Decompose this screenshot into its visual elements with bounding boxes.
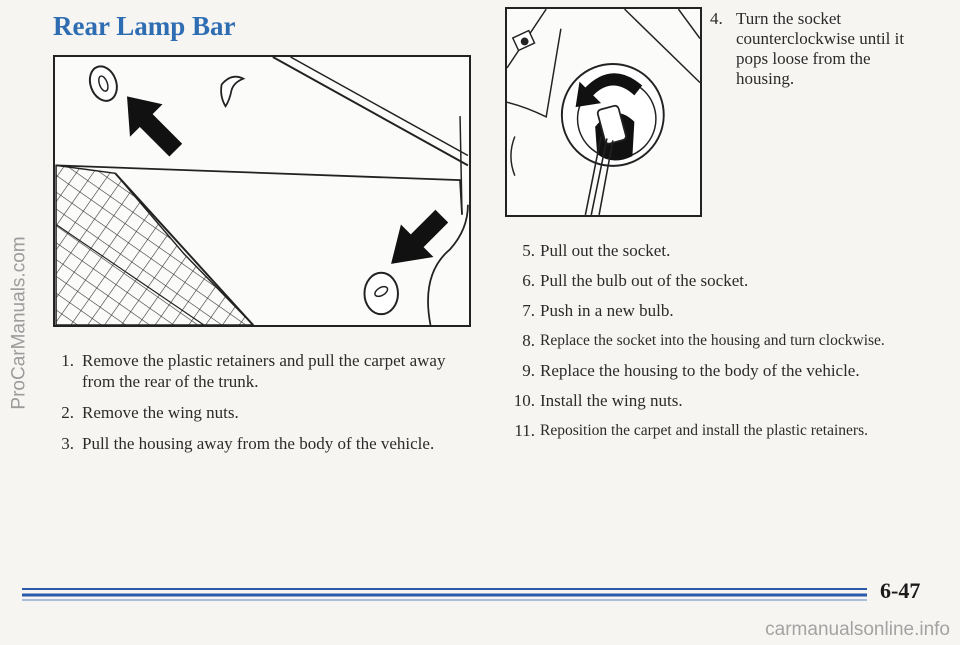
trunk-carpet-drawing: [55, 57, 469, 325]
step-number: 8.: [522, 331, 535, 350]
trunk-carpet-illustration: [53, 55, 471, 327]
side-watermark-text: ProCarManuals.com: [9, 235, 31, 410]
step-number: 6.: [522, 271, 535, 290]
bottom-watermark: carmanualsonline.info: [765, 619, 950, 640]
step-text: Pull out the socket.: [540, 241, 671, 260]
retainer-clip: [221, 77, 243, 107]
step-text: Replace the socket into the housing and turn clockwise.: [540, 332, 885, 349]
step-number: 4.: [710, 9, 723, 28]
step-text: Reposition the carpet and install the plastic retainers.: [540, 422, 868, 439]
arrow-to-retainer-right: [391, 210, 448, 264]
socket-drawing: [507, 9, 700, 215]
step-item: [497, 330, 907, 351]
step-number: 9.: [522, 361, 535, 380]
step-item: [52, 350, 472, 392]
carpet-edge-inner: [291, 57, 468, 156]
step-item: [497, 360, 907, 381]
step-text: Turn the socket counterclockwise until it pops loose from the housing.: [736, 9, 905, 88]
step-item: [497, 390, 907, 411]
step-text: Pull the housing away from the body of the vehicle.: [82, 434, 435, 453]
step-text: Install the wing nuts.: [540, 391, 683, 410]
step-number: 3.: [61, 434, 74, 453]
step-item: [497, 300, 907, 321]
footer-rule: [22, 585, 867, 603]
step-text: Remove the plastic retainers and pull the carpet away from the rear of the trunk.: [82, 351, 446, 391]
side-watermark: [0, 0, 40, 645]
carpet-edge: [273, 57, 468, 165]
step-text: Push in a new bulb.: [540, 301, 674, 320]
retainer-top-left: [85, 63, 121, 105]
footer-rule-lines: [22, 585, 867, 603]
step-item: [710, 9, 910, 89]
steps-list-left: [52, 350, 472, 464]
step-number: 2.: [61, 403, 74, 422]
step-text: Remove the wing nuts.: [82, 403, 239, 422]
step-text: Replace the housing to the body of the vehicle.: [540, 361, 860, 380]
step-text: Pull the bulb out of the socket.: [540, 271, 749, 290]
retainer-bottom-right: [364, 273, 398, 314]
step-4-block: [710, 9, 910, 89]
page-number: 6-47: [880, 578, 921, 603]
step-number: 11.: [514, 421, 535, 440]
step-item: [497, 420, 907, 441]
page-title: Rear Lamp Bar: [53, 11, 236, 41]
step-item: [497, 270, 907, 291]
step-item: [52, 402, 472, 423]
step-item: [52, 433, 472, 454]
step-number: 1.: [61, 351, 74, 370]
arrow-to-retainer-left: [127, 96, 182, 156]
step-number: 5.: [522, 241, 535, 260]
socket-illustration: [505, 7, 702, 217]
step-item: [497, 240, 907, 261]
step-number: 7.: [522, 301, 535, 320]
steps-list-right: [497, 240, 907, 450]
step-number: 10.: [513, 391, 535, 410]
wing-nut: [513, 31, 535, 51]
